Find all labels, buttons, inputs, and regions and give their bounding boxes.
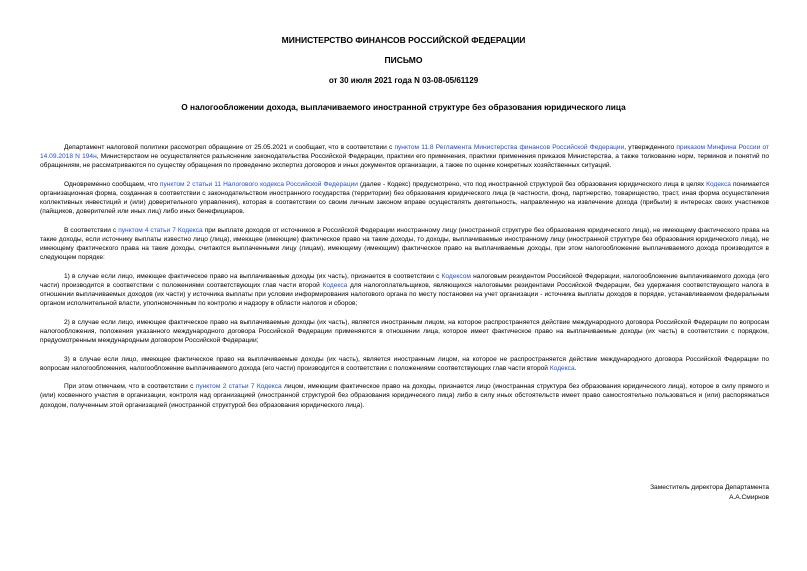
text: Департамент налоговой политики рассмотрел обращение от 25.05.2021 и сообщает, что в соответствии с — [64, 144, 395, 151]
text: , утвержденного — [624, 144, 677, 151]
text: . — [574, 364, 577, 372]
link-art7-p2[interactable]: пунктом 2 статьи 7 Кодекса — [195, 383, 282, 391]
text: Одновременно сообщаем, что — [64, 180, 160, 188]
text: при выплате доходов от источников в Российской Федерации иностранному лицу (иностранной структуре без образования юридического лица), не имеющему фактического права на такие доходы, если источнику выплаты известно лицо (лица), имеющее (имеющие) фактическое право на такие доходы, то доходы, выплачиваемые иностранному лицу (иностранной структуре без образования юридического лица), не имеющему фактического права на такие доходы, считаются выплаченными лицу (лицам), имеющему (имеющим) фактическое право на выплачиваемые доходы, при этом налогообложение выплачиваемого дохода производится в следующем порядке: — [40, 226, 769, 262]
text: понимается организационная форма, созданная в соответствии с законодательством иностранного государства (территории) без образования юридического лица (в частности, фонд, партнерство, товарищество, траст, иная форма осуществления коллективных инвестиций и (или) доверительного управления), которая в соответствии со своим личным законом вправе осуществлять деятельность, направленную на извлечение дохода (прибыли) в интересах своих участников (пайщиков, доверителей или иных лиц) либо иных бенефициаров. — [40, 180, 770, 216]
link-kodeks[interactable]: Кодекса — [549, 364, 575, 372]
paragraph-5 — [40, 318, 769, 346]
link-art7-p4[interactable]: пунктом 4 статьи 7 Кодекса — [118, 226, 203, 234]
text: В соответствии с — [64, 226, 119, 234]
paragraph-7 — [40, 382, 769, 410]
text: лицом, имеющим фактическое право на доходы, признается лицо (иностранная структура без образования юридического лица), которое в силу прямого и (или) косвенного участия в организации, контроля над организацией (иностранной структурой без образования юридического лица) либо в силу иных обстоятельств имеет право самостоятельно пользоваться и (или) распоряжаться доходом, полученным этой организацией (иностранной структурой без образования юридического лица). — [40, 383, 769, 409]
text: , Министерством не осуществляется разъяснение законодательства Российской Федерации, практики его применения, практики применения приказов Министерства, а также толкование норм, терминов и понятий по обращениям, не рассматриваются по существу обращения по проведению экспертиз договоров и иных документов организации, а также по оценке конкретных хозяйственных ситуаций. — [40, 153, 769, 170]
signature-name: А.А.Смирнов — [729, 494, 769, 501]
text: 1) в случае если лицо, имеющее фактическое право на выплачиваемые доходы (их часть), признается в соответствии с — [64, 272, 442, 280]
text: (далее - Кодекс) предусмотрено, что под иностранной структурой без образования юридического лица в целях — [357, 180, 707, 188]
text: При этом отмечаем, что в соответствии с — [64, 383, 196, 391]
link-kodeks[interactable]: Кодексом — [441, 272, 471, 280]
link-tax-code-art11-p2[interactable]: пунктом 2 статьи 11 Налогового кодекса Российской Федерации — [159, 180, 358, 188]
paragraph-3 — [40, 226, 769, 263]
text: 2) в случае если лицо, имеющее фактическое право на выплачиваемые доходы (их часть), является иностранным лицом, на которое распространяется действие международного договора Российской Федерации по вопросам налогообложения, положения указанного международного договора Российской Федерации применяются в отношении лица, которое имеет фактическое право на выплачиваемые доходы (их часть) в соответствии с порядком, предусмотренным международным договором Российской Федерации; — [40, 318, 769, 345]
link-reglament-11-8[interactable]: пунктом 11.8 Регламента Министерства финансов Российской Федерации — [394, 144, 625, 151]
ministry-title: МИНИСТЕРСТВО ФИНАНСОВ РОССИЙСКОЙ ФЕДЕРАЦИИ — [281, 35, 526, 45]
link-order-194n[interactable]: приказом Минфина России от 14.09.2018 N 194н — [40, 144, 769, 161]
link-kodeks[interactable]: Кодекса — [706, 180, 731, 188]
link-kodeks[interactable]: Кодекса — [322, 282, 348, 289]
paragraph-1 — [40, 143, 769, 171]
document-date-number: от 30 июля 2021 года N 03-08-05/61129 — [328, 76, 479, 85]
document-type: ПИСЬМО — [384, 55, 423, 65]
paragraph-6 — [40, 355, 769, 373]
text: для налогоплательщиков, являющихся налоговыми резидентами Российской Федерации, без удержания соответствующего налога в отношении выплачиваемых доходов (их части) у источника выплаты при условии информирования налогового органа по месту постановки на учет организации - источника выплаты доходов в порядке, устанавливаемом федеральным органом исполнительной власти, уполномоченным по контролю и надзору в области налогов и сборов; — [40, 282, 769, 308]
document-subject: О налогообложении дохода, выплачиваемого иностранной структуре без образования юридического лица — [181, 102, 626, 112]
document-body — [40, 143, 769, 419]
paragraph-2 — [40, 180, 769, 217]
signature-block — [650, 483, 769, 503]
signature-position: Заместитель директора Департамента — [650, 484, 769, 491]
text: налоговым резидентом Российской Федерации, налогообложение выплачиваемого дохода (его части) производится в соответствии с положениями соответствующих глав части второй — [40, 272, 769, 289]
paragraph-4 — [40, 272, 769, 309]
text: 3) в случае если лицо, имеющее фактическое право на выплачиваемые доходы (их часть), является иностранным лицом, на которое не распространяется действие международного договора Российской Федерации по вопросам налогообложения, налогообложение выплачиваемого дохода (его части) производится в соответствии с положениями соответствующих глав части второй — [40, 355, 769, 372]
